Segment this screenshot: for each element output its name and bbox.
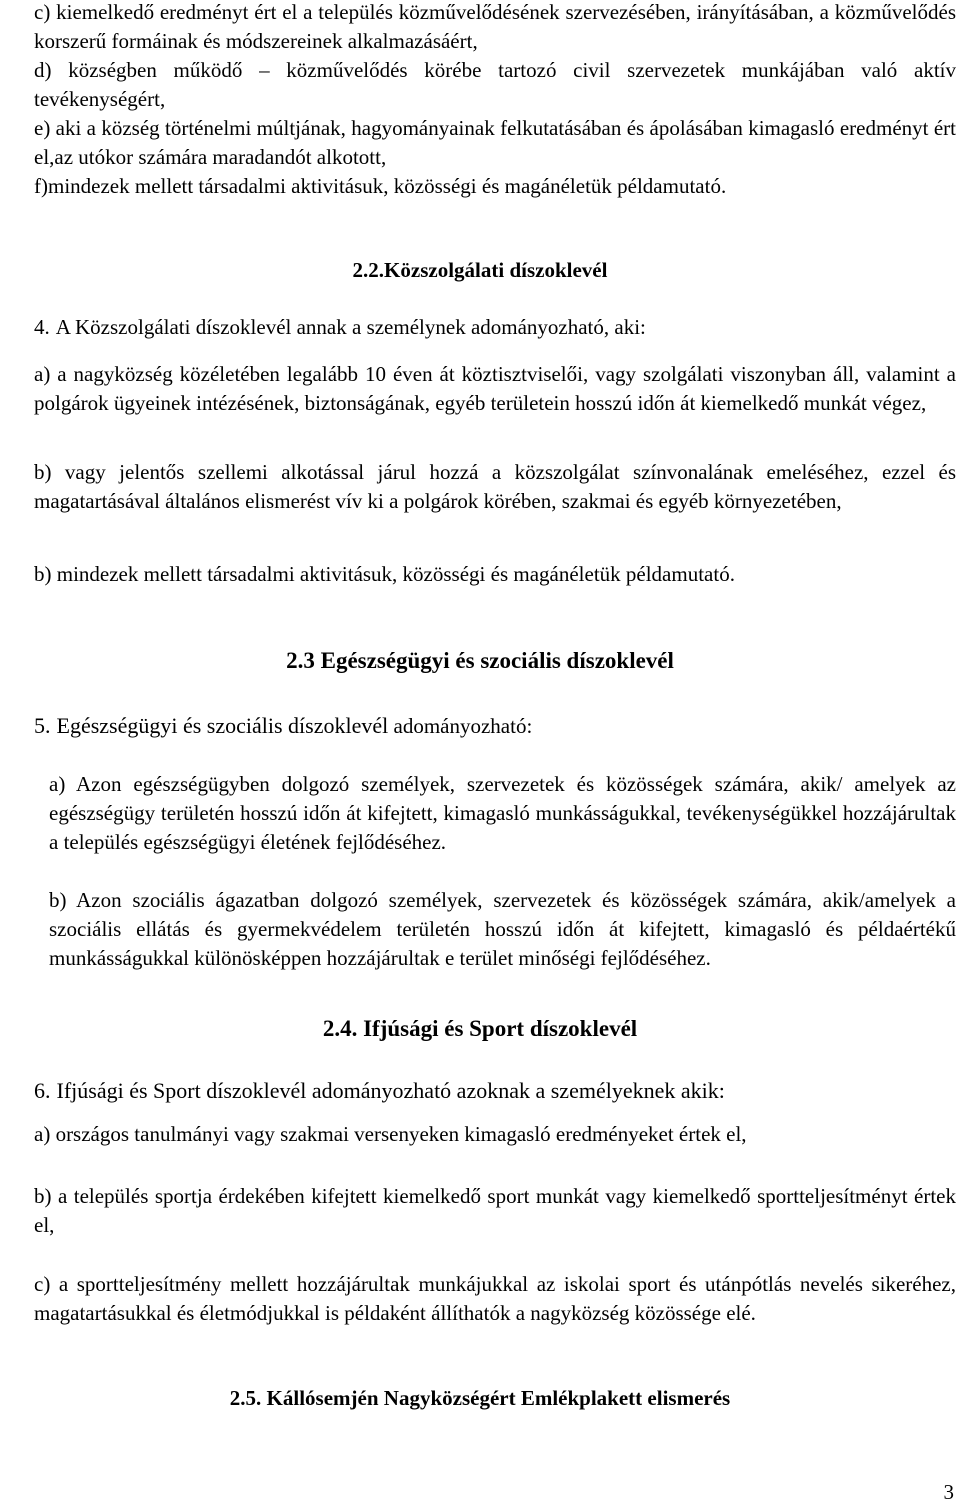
item-2-3-a: a) Azon egészségügyben dolgozó személyek, szervezetek és közösségek számára, akik/ amelyek az egészségügy területén hosszú időn át kifejtett, kimagasló munkásságukkal, tevékenységükkel hozzájárultak a település egészségügyi életének fejlődéséhez. [49, 772, 956, 854]
list-item-e: e) aki a község történelmi múltjának, hagyományainak felkutatásában és ápolásában kimagasló eredményt ért el,az utókor számára maradandót alkotott, [34, 116, 956, 169]
paragraph-text: A Közszolgálati díszoklevél annak a személynek adományozható, aki: [55, 315, 646, 339]
list-item-c: c) kiemelkedő eredményt ért el a település közművelődésének szervezésében, irányításában, a közművelődés korszerű formáinak és módszereinek alkalmazásáért, [34, 0, 956, 53]
paragraph-number: 6. [34, 1078, 51, 1103]
paragraph-number: 5. [34, 713, 51, 738]
paragraph-text: adományozható: [388, 714, 533, 738]
paragraph-4-intro [34, 315, 646, 340]
paragraph-number: 4. [34, 315, 50, 339]
heading-2-2: 2.2.Közszolgálati díszoklevél [352, 258, 608, 282]
paragraph-title: Egészségügyi és szociális díszoklevél [56, 713, 389, 738]
heading-2-4: 2.4. Ifjúsági és Sport díszoklevél [322, 1016, 638, 1041]
page-number: 3 [943, 1480, 954, 1504]
item-2-4-b: b) a település sportja érdekében kifejtett kiemelkedő sport munkát vagy kiemelkedő sportteljesítményt értek el, [34, 1184, 956, 1237]
heading-2-3: 2.3 Egészségügyi és szociális díszoklevél [286, 648, 674, 673]
item-2-2-a: a) a nagyközség közéletében legalább 10 éven át köztisztviselői, vagy szolgálati viszonyban áll, valamint a polgárok ügyeinek intézésének, biztonságának, egyéb területein hosszú időn át kiemelkedő munkát végez, [34, 362, 956, 415]
item-2-2-b2: b) mindezek mellett társadalmi aktivitásuk, közösségi és magánéletük példamutató. [34, 562, 735, 586]
list-item-d: d) községben működő – közművelődés körébe tartozó civil szervezetek munkájában való aktív tevékenységért, [34, 58, 956, 111]
list-item-f: f)mindezek mellett társadalmi aktivitásuk, közösségi és magánéletük példamutató. [34, 174, 727, 198]
paragraph-text: Ifjúsági és Sport díszoklevél adományozható azoknak a személyeknek akik: [56, 1078, 725, 1103]
heading-2-5: 2.5. Kállósemjén Nagyközségért Emlékplakett elismerés [229, 1386, 731, 1410]
item-2-4-a: a) országos tanulmányi vagy szakmai versenyeken kimagasló eredményeket értek el, [34, 1122, 747, 1146]
item-2-2-b1: b) vagy jelentős szellemi alkotással járul hozzá a közszolgálat színvonalának emeléséhez, ezzel és magatartásával általános elismerést vív ki a polgárok körében, szakmai és egyéb környezetében, [34, 460, 956, 513]
item-2-3-b: b) Azon szociális ágazatban dolgozó személyek, szervezetek és közösségek számára, akik/amelyek a szociális ellátás és gyermekvédelem területén hosszú időn át kifejtett, kimagasló és példaértékű munkásságukkal különösképpen hozzájárultak e terület minőségi fejlődéséhez. [49, 888, 956, 970]
paragraph-5-intro [34, 713, 532, 739]
paragraph-6-intro [34, 1078, 725, 1104]
item-2-4-c: c) a sportteljesítmény mellett hozzájárultak munkájukkal az iskolai sport és utánpótlás nevelés sikeréhez, magatartásukkal és életmódjukkal is példaként állíthatók a nagyközség közössége elé. [34, 1272, 956, 1325]
